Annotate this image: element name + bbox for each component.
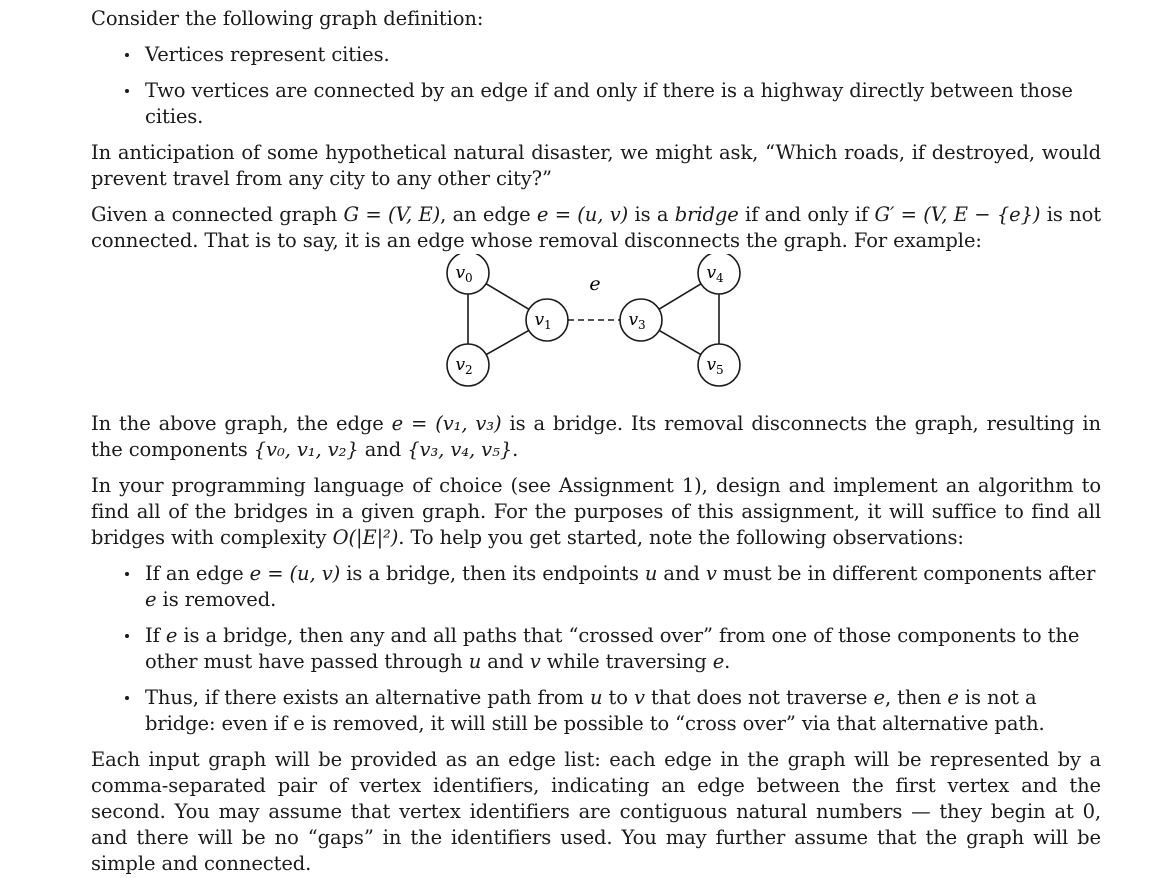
vertex-label-v5: $v_5$ bbox=[706, 355, 724, 377]
complexity-expression: O(|E|²) bbox=[332, 526, 399, 549]
bridge-term: bridge bbox=[674, 203, 739, 226]
bridge-definition-paragraph: Given a connected graph G = (V, E), an edge e = (u, v) is a bridge if and only if G′ = (V, E − {e}) is not connected. That is to say, it is an edge whose removal disconnects the graph. For example: bbox=[91, 203, 1101, 252]
graph-edge bbox=[659, 330, 701, 354]
gprime-expression: G′ = (V, E − {e}) bbox=[874, 203, 1041, 226]
graph-edge bbox=[486, 284, 529, 310]
bullet-icon bbox=[125, 89, 129, 93]
observations-list bbox=[91, 561, 1101, 737]
list-item: Vertices represent cities. bbox=[91, 42, 1101, 68]
edge-expression: e = (u, v) bbox=[536, 203, 629, 226]
example-paragraph: In the above graph, the edge e = (v₁, v₃) is a bridge. Its removal disconnects the graph, resulting in the components {v₀, v₁, v₂} and {v₃, v₄, v₅}. bbox=[91, 412, 1101, 461]
list-item: If an edge e = (u, v) is a bridge, then its endpoints u and v must be in different components after e is removed. bbox=[91, 561, 1101, 613]
bullet-icon bbox=[125, 696, 129, 700]
vertex-label-v3: $v_3$ bbox=[628, 310, 646, 332]
edge-label-e: e bbox=[589, 273, 601, 295]
list-item: Two vertices are connected by an edge if and only if there is a highway directly between those cities. bbox=[91, 78, 1101, 130]
task-paragraph: In your programming language of choice (see Assignment 1), design and implement an algorithm to find all of the bridges in a given graph. For the purposes of this assignment, it will suffice to find all bridges with complexity O(|E|²). To help you get started, note the following observations: bbox=[91, 474, 1101, 549]
graph-edge bbox=[486, 330, 529, 354]
vertex-label-v4: $v_4$ bbox=[706, 263, 724, 285]
list-item: If e is a bridge, then any and all paths that “crossed over” from one of those components to the other must have passed through u and v while traversing e. bbox=[91, 623, 1101, 675]
input-format-paragraph: Each input graph will be provided as an edge list: each edge in the graph will be represented by a comma-separated pair of vertex identifiers, indicating an edge between the first vertex and the second. You may assume that vertex identifiers are contiguous natural numbers — they begin at 0, and there will be no “gaps” in the identifiers used. You may further assume that the graph will be simple and connected. bbox=[91, 748, 1101, 875]
vertex-label-v1: $v_1$ bbox=[534, 310, 552, 332]
bullet-icon bbox=[125, 572, 129, 576]
bullet-icon bbox=[125, 53, 129, 57]
document-page bbox=[91, 6, 1101, 877]
graph-edge bbox=[659, 284, 701, 309]
graph-diagram bbox=[91, 254, 1101, 411]
anticipation-paragraph: In anticipation of some hypothetical natural disaster, we might ask, “Which roads, if destroyed, would prevent travel from any city to any other city?” bbox=[91, 141, 1101, 190]
vertex-label-v2: $v_2$ bbox=[455, 355, 473, 377]
definition-list bbox=[91, 42, 1101, 130]
list-item: Thus, if there exists an alternative path from u to v that does not traverse e, then e is not a bridge: even if e is removed, it will still be possible to “cross over” via that alternative path. bbox=[91, 685, 1101, 737]
intro-text: Consider the following graph definition: bbox=[91, 7, 484, 30]
vertex-label-v0: $v_0$ bbox=[455, 263, 473, 285]
graph-expression: G = (V, E) bbox=[343, 203, 441, 226]
bullet-icon bbox=[125, 634, 129, 638]
example-graph bbox=[91, 254, 1101, 411]
